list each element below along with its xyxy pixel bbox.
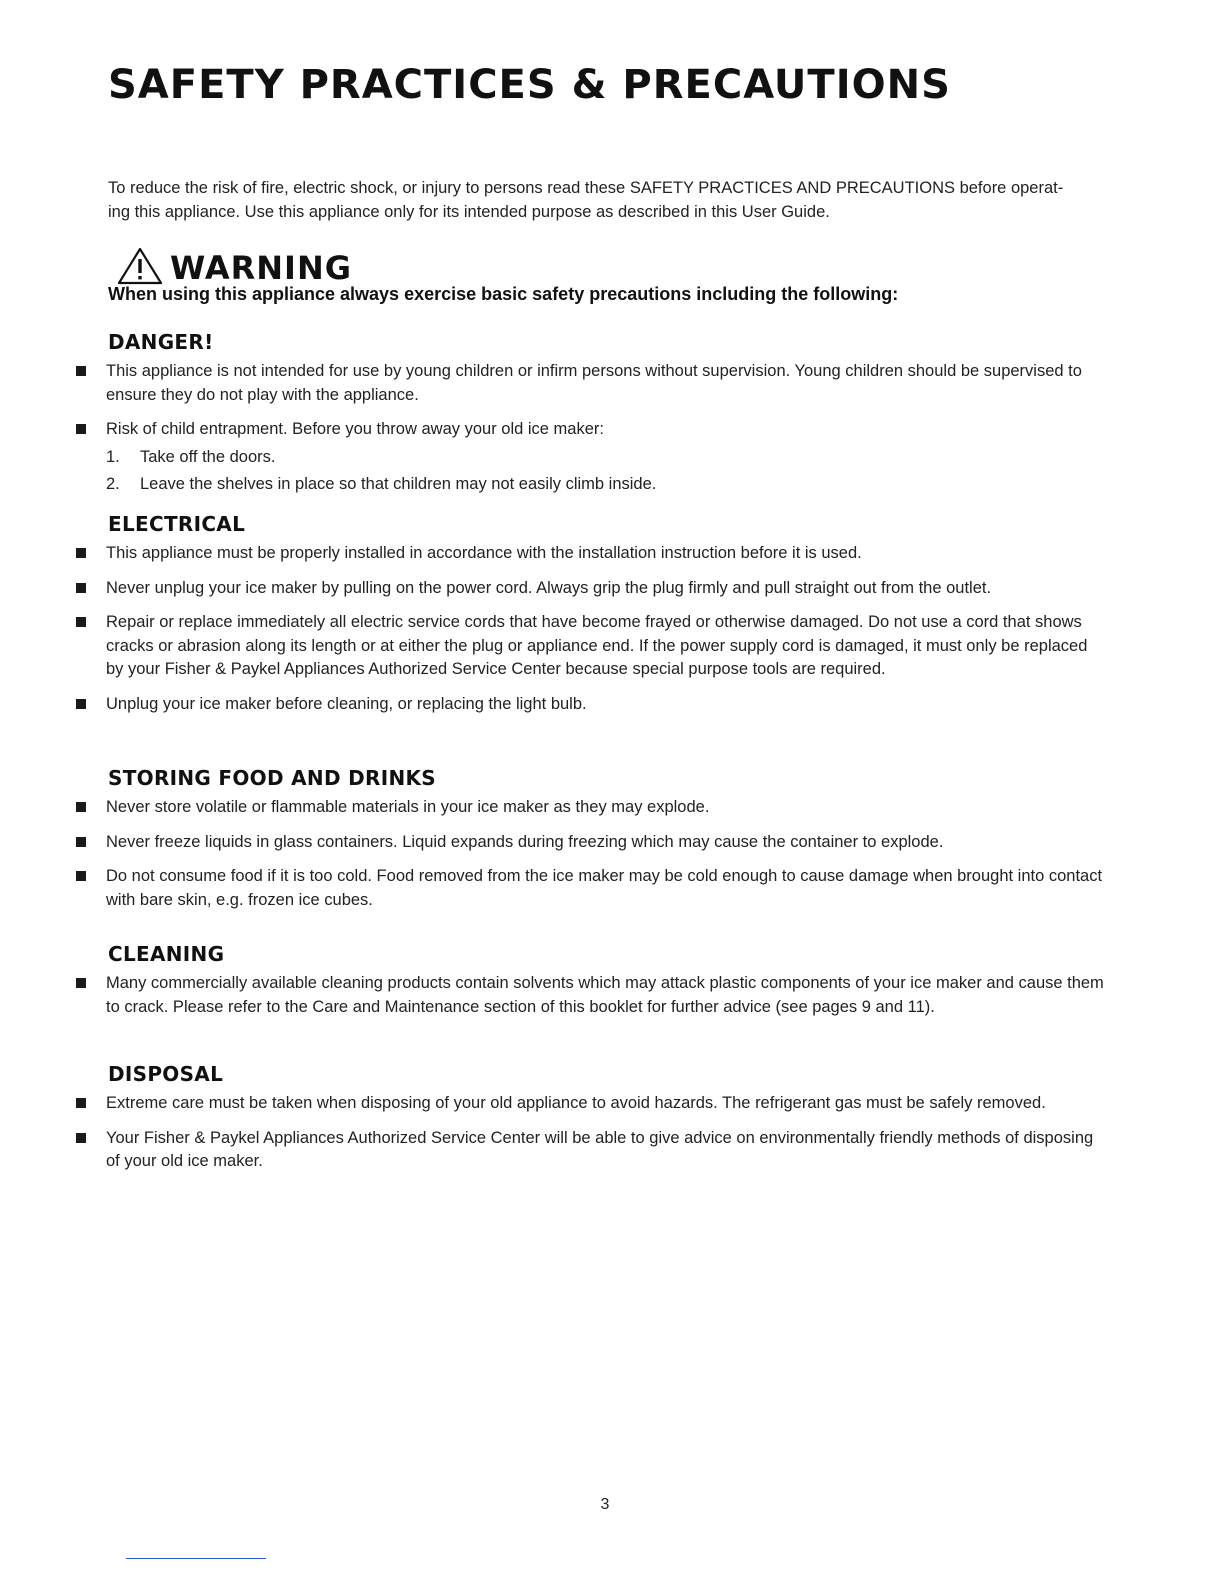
section-heading-cleaning: CLEANING [108, 942, 225, 966]
warning-header [116, 244, 352, 286]
bullet-icon [76, 978, 86, 988]
list-item [0, 1127, 1106, 1174]
item-text: Extreme care must be taken when disposing of your old appliance to avoid hazards. The refrigerant gas must be safely removed. [106, 1094, 1046, 1112]
footer-rule [126, 1558, 266, 1559]
numbered-step [106, 473, 1106, 497]
item-text: Never unplug your ice maker by pulling on the power cord. Always grip the plug firmly and pull straight out from the outlet. [106, 578, 992, 597]
bullet-icon [76, 548, 86, 558]
item-text: Do not consume food if it is too cold. Food removed from the ice maker may be cold enough to cause damage when brought into contact with bare skin, e.g. frozen ice cubes. [106, 867, 1103, 909]
bullet-icon [76, 699, 86, 709]
warning-label: WARNING [170, 249, 352, 287]
item-text: Repair or replace immediately all electric service cords that have become frayed or otherwise damaged. Do not use a cord that shows cracks or abrasion along its length or at either the plug or appliance end. If the power supply cord is damaged, it must only be replaced by your Fisher & Paykel Appliances Authorized Service Center because special purpose tools are required. [106, 613, 1088, 678]
page-title: SAFETY PRACTICES & PRECAUTIONS [108, 62, 951, 108]
step-text: Leave the shelves in place so that children may not easily climb inside. [140, 475, 657, 493]
warning-subtitle: When using this appliance always exercise basic safety precautions including the following: [108, 284, 899, 304]
bullet-icon [76, 366, 86, 376]
section-heading-disposal: DISPOSAL [108, 1062, 224, 1086]
item-text: Never store volatile or flammable materials in your ice maker as they may explode. [106, 798, 710, 816]
bullet-icon [76, 1098, 86, 1108]
item-text: Risk of child entrapment. Before you throw away your old ice maker: [106, 420, 604, 438]
list-item [0, 418, 1106, 497]
item-text: Your Fisher & Paykel Appliances Authorized Service Center will be able to give advice on environmentally friendly methods of disposing of your old ice maker. [106, 1128, 1094, 1170]
numbered-step [106, 446, 1106, 470]
section-storing [0, 766, 1224, 923]
section-cleaning [0, 942, 1224, 1030]
list-item [0, 611, 1106, 682]
section-disposal [0, 1062, 1224, 1185]
intro-line-1: To reduce the risk of fire, electric shock, or injury to persons read these SAFETY PRACTICES AND PRECAUTIONS before operat- [108, 179, 1064, 197]
item-text: Unplug your ice maker before cleaning, or replacing the light bulb. [106, 694, 587, 713]
page-number: 3 [600, 1496, 610, 1513]
list-item [0, 360, 1106, 407]
section-heading-electrical: ELECTRICAL [108, 512, 246, 536]
list-item [0, 972, 1106, 1019]
section-danger [0, 330, 1224, 508]
step-text: Take off the doors. [140, 447, 276, 466]
item-text: This appliance is not intended for use by young children or infirm persons without supervision. Young children should be supervised to ensure they do not play with the appliance. [106, 362, 1082, 404]
item-text: Many commercially available cleaning products contain solvents which may attack plastic components of your ice maker and cause them to crack. Please refer to the Care and Maintenance section of this booklet for further advice (see pages 9 and 11). [106, 974, 1104, 1016]
bullet-icon [76, 837, 86, 847]
bullet-icon [76, 424, 86, 434]
warning-triangle-icon [116, 246, 164, 286]
section-heading-danger: DANGER! [108, 330, 214, 354]
list-item [0, 542, 1106, 566]
bullet-icon [76, 802, 86, 812]
bullet-icon [76, 1133, 86, 1143]
list-item [0, 831, 1106, 855]
bullet-icon [76, 871, 86, 881]
bullet-icon [76, 583, 86, 593]
step-number: 2. [106, 475, 120, 493]
item-text: Never freeze liquids in glass containers. Liquid expands during freezing which may cause the container to explode. [106, 832, 944, 851]
list-item [0, 796, 1106, 820]
list-item [0, 693, 1106, 717]
item-text: This appliance must be properly installed in accordance with the installation instruction before it is used. [106, 544, 862, 562]
bullet-icon [76, 617, 86, 627]
intro-line-2: ing this appliance. Use this appliance only for its intended purpose as described in this User Guide. [108, 203, 830, 221]
list-item [0, 865, 1106, 912]
intro-paragraph [108, 176, 1108, 224]
section-heading-storing: STORING FOOD AND DRINKS [108, 766, 437, 790]
list-item [0, 577, 1106, 601]
section-electrical [0, 512, 1224, 727]
list-item [0, 1092, 1106, 1116]
step-number: 1. [106, 447, 120, 466]
